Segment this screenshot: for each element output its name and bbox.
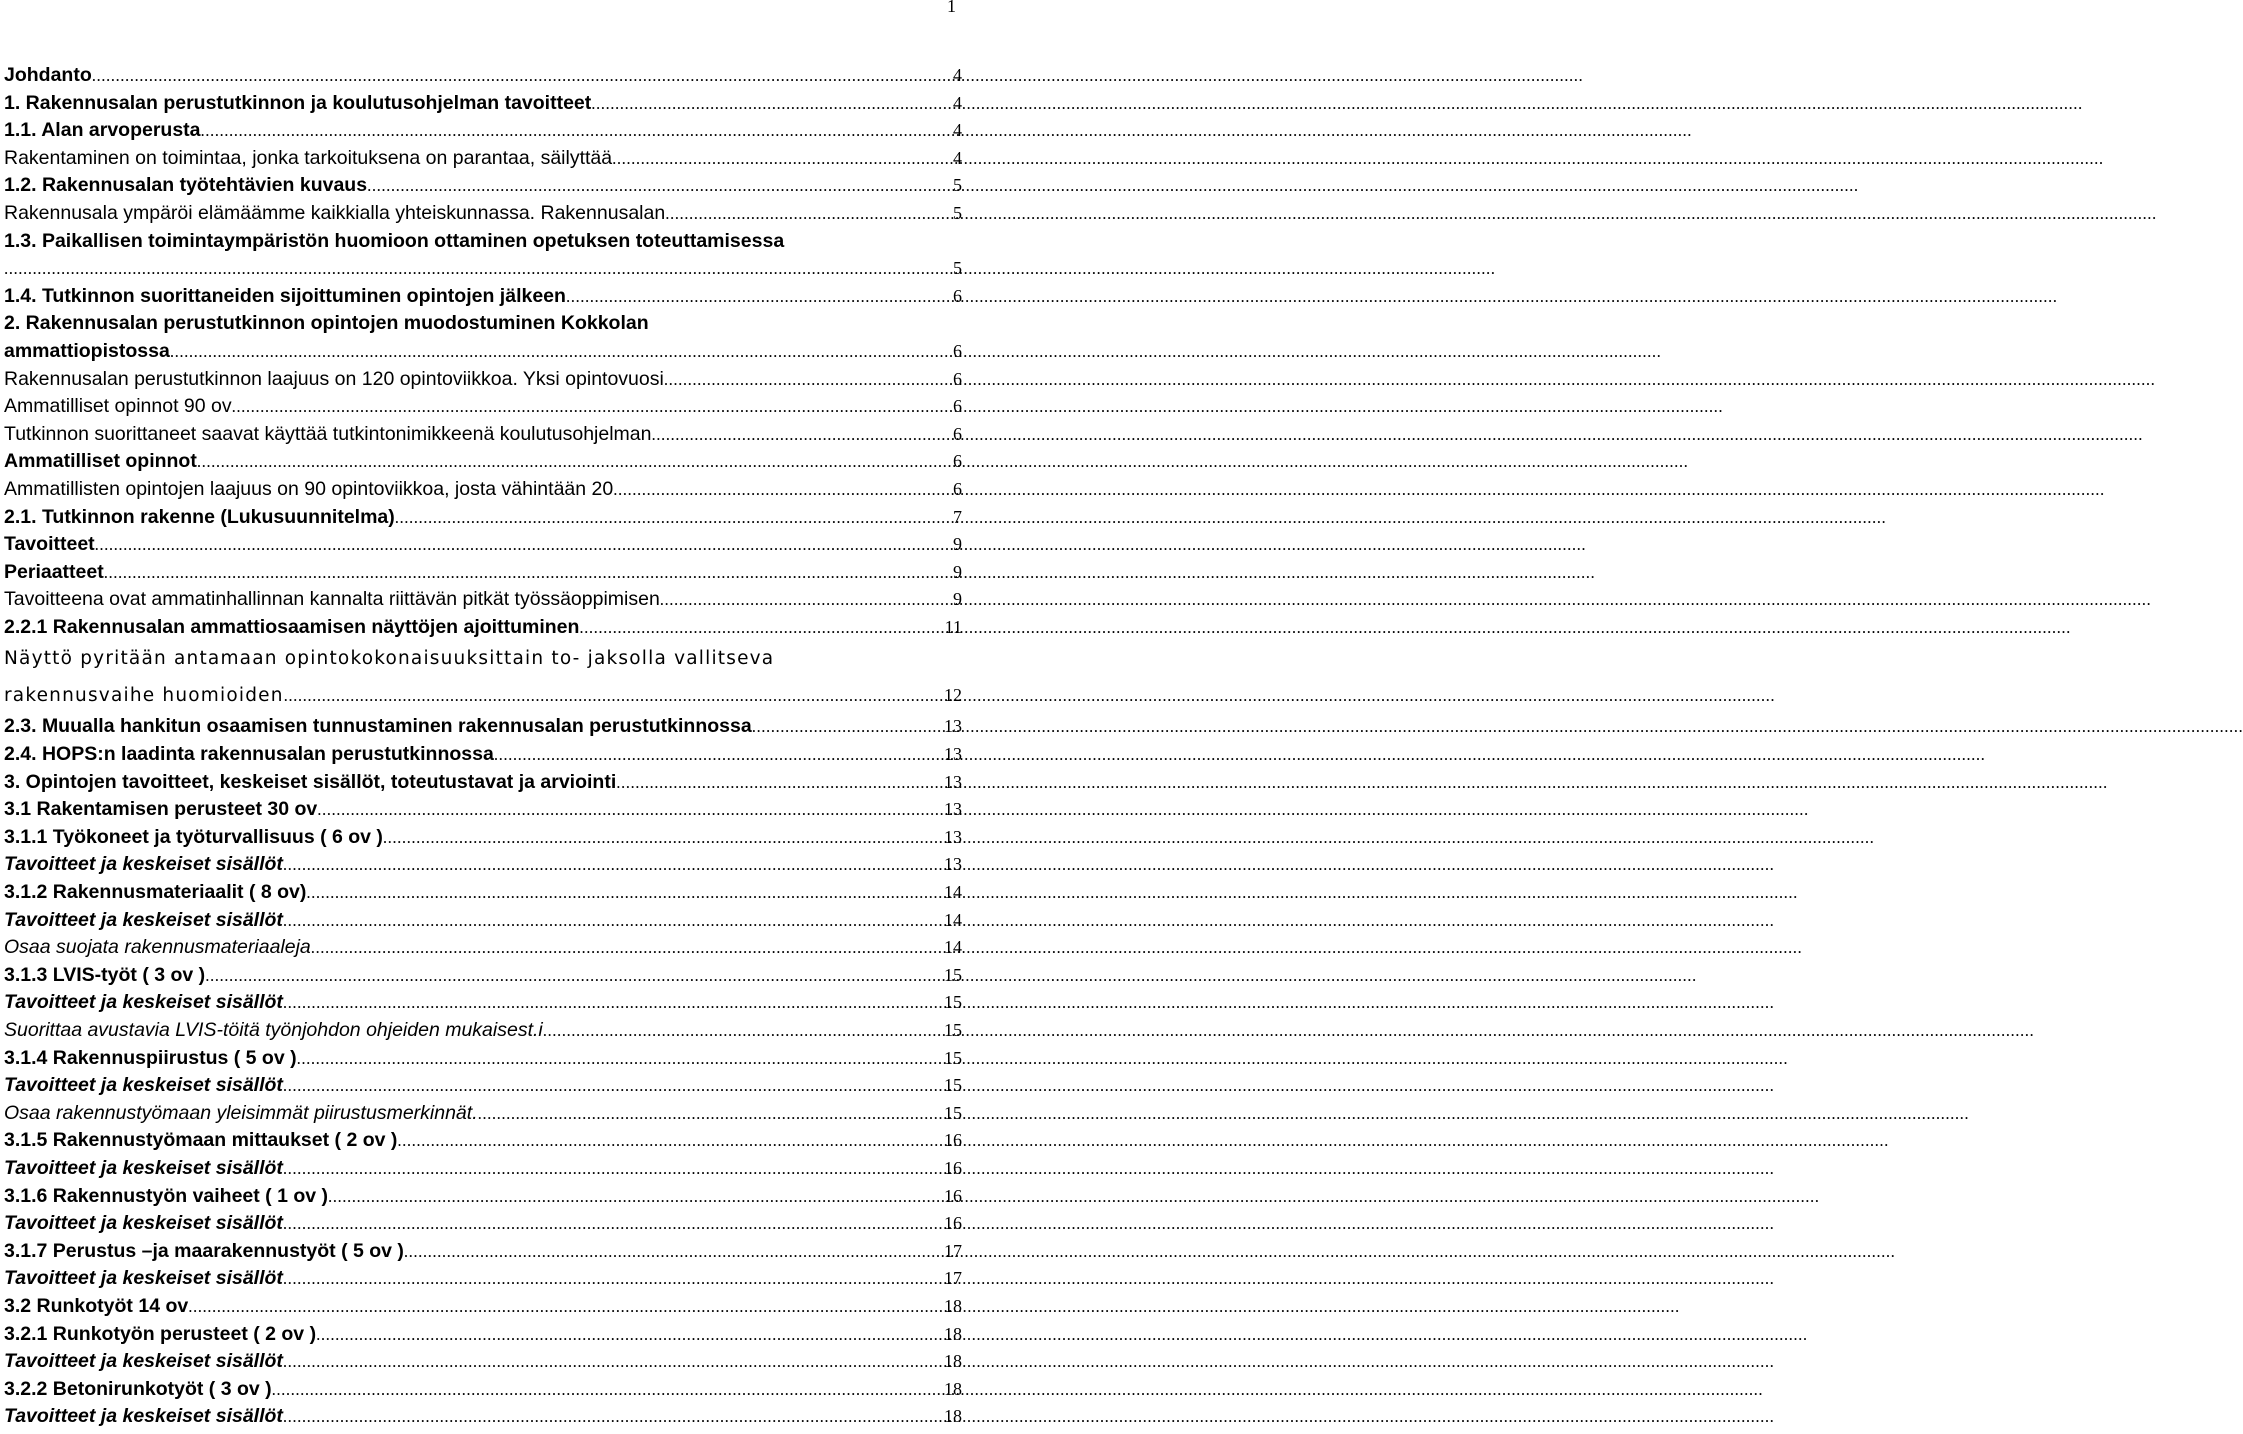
toc-entry[interactable] — [4, 1210, 962, 1238]
toc-entry-page: 5 — [953, 258, 962, 279]
toc-entry-title: 1. Rakennusalan perustutkinnon ja koulutusohjelman tavoitteet — [4, 91, 592, 114]
toc-entry[interactable] — [4, 713, 962, 741]
toc-dot-leader — [4, 255, 951, 283]
toc-dot-leader — [579, 614, 942, 642]
toc-entry-title: Johdanto — [4, 64, 92, 86]
toc-entry-title: 3.1 Rakentamisen perusteet 30 ov — [4, 798, 318, 821]
toc-entry-title: Tavoitteet ja keskeiset sisällöt — [4, 1212, 283, 1235]
toc-entry-page: 6 — [953, 396, 962, 417]
toc-dot-leader — [397, 1127, 942, 1155]
toc-entry-title: Tavoitteet ja keskeiset sisällöt — [4, 1074, 283, 1097]
toc-entry-title: ammattiopistossa — [4, 339, 170, 362]
toc-entry-title: 1.1. Alan arvoperusta — [4, 119, 201, 142]
toc-entry-page: 6 — [953, 423, 962, 444]
toc-entry-page: 15 — [944, 1047, 962, 1068]
toc-entry-page: 6 — [953, 340, 962, 361]
toc-dot-leader — [232, 393, 951, 421]
toc-dot-leader — [201, 117, 951, 145]
toc-entry-page: 6 — [953, 451, 962, 472]
toc-dot-leader — [283, 1265, 942, 1293]
toc-entry[interactable] — [4, 366, 962, 394]
toc-entry-page: 13 — [944, 826, 962, 847]
toc-entry[interactable] — [4, 1127, 962, 1155]
toc-entry-title: Tavoitteet ja keskeiset sisällöt — [4, 1350, 283, 1373]
toc-entry[interactable] — [4, 1376, 962, 1404]
toc-entry-title: 3. Opintojen tavoitteet, keskeiset sisällöt, toteutustavat ja arviointi — [4, 770, 617, 793]
toc-entry-page: 5 — [953, 175, 962, 196]
toc-dot-leader — [95, 531, 951, 559]
toc-entry-page: 9 — [953, 589, 962, 610]
toc-entry[interactable] — [4, 255, 962, 283]
toc-entry-page: 7 — [953, 506, 962, 527]
toc-entry[interactable] — [4, 741, 962, 769]
toc-dot-leader — [652, 421, 952, 449]
toc-entry-page: 4 — [953, 65, 962, 85]
toc-entry-page: 15 — [944, 1020, 962, 1040]
toc-entry[interactable] — [4, 1265, 962, 1293]
toc-entry-page: 9 — [953, 561, 962, 582]
toc-entry-title: Tavoitteet ja keskeiset sisällöt — [4, 908, 283, 931]
toc-dot-leader — [494, 741, 942, 769]
toc-dot-leader — [283, 1210, 942, 1238]
toc-entry[interactable] — [4, 907, 962, 935]
toc-entry-title: Ammatillisten opintojen laajuus on 90 opintoviikkoa, josta vähintään 20 — [4, 477, 614, 500]
toc-entry[interactable] — [4, 796, 962, 824]
toc-dot-leader — [297, 1045, 942, 1073]
toc-entry-title: 3.1.4 Rakennuspiirustus ( 5 ov ) — [4, 1046, 297, 1069]
toc-entry-page: 15 — [944, 1102, 962, 1123]
toc-entry-page: 12 — [944, 685, 962, 706]
toc-dot-leader — [613, 476, 951, 504]
table-of-contents — [4, 62, 962, 1431]
toc-dot-leader — [566, 283, 951, 311]
toc-entry[interactable] — [4, 879, 962, 907]
toc-dot-leader — [284, 678, 942, 714]
toc-entry-page: 9 — [953, 534, 962, 555]
toc-entry[interactable] — [4, 90, 962, 118]
toc-entry[interactable] — [4, 283, 962, 311]
toc-entry[interactable] — [4, 504, 962, 532]
toc-entry-title: 3.2 Runkotyöt 14 ov — [4, 1294, 189, 1317]
toc-entry-title: 1.4. Tutkinnon suorittaneiden sijoittuminen opintojen jälkeen — [4, 284, 566, 307]
toc-entry-title: 1.2. Rakennusalan työtehtävien kuvaus — [4, 174, 368, 197]
toc-entry-page: 18 — [944, 1295, 962, 1316]
toc-dot-leader — [317, 796, 942, 824]
toc-dot-leader — [616, 769, 942, 797]
toc-entry-page: 4 — [953, 120, 962, 141]
toc-entry-page: 17 — [944, 1268, 962, 1289]
toc-dot-leader — [311, 934, 942, 962]
toc-dot-leader — [205, 962, 942, 990]
toc-entry-title: 3.1.7 Perustus –ja maarakennustyöt ( 5 ov ) — [4, 1239, 404, 1262]
toc-entry-title: 3.1.1 Työkoneet ja työturvallisuus ( 6 ov ) — [4, 825, 383, 848]
toc-entry[interactable] — [4, 851, 962, 879]
toc-dot-leader — [170, 338, 951, 366]
toc-entry-page: 14 — [944, 937, 962, 958]
toc-entry[interactable] — [4, 962, 962, 990]
toc-entry-title: Rakentaminen on toimintaa, jonka tarkoituksena on parantaa, säilyttää — [4, 146, 613, 169]
toc-entry-title: Periaatteet — [4, 560, 104, 583]
toc-entry-page: 11 — [944, 616, 962, 637]
toc-entry[interactable] — [4, 934, 962, 962]
toc-entry-title: Rakennusalan perustutkinnon laajuus on 120 opintoviikkoa. Yksi opintovuosi — [4, 367, 664, 390]
toc-dot-leader — [272, 1376, 942, 1404]
toc-entry-page: 5 — [953, 202, 962, 223]
toc-entry-title: Tavoitteet ja keskeiset sisällöt — [4, 853, 283, 876]
toc-dot-leader — [283, 1072, 942, 1100]
document-page — [0, 0, 960, 1434]
toc-entry[interactable] — [4, 989, 962, 1017]
toc-dot-leader — [664, 366, 951, 394]
toc-entry-page: 18 — [944, 1406, 962, 1427]
toc-dot-leader — [591, 90, 951, 118]
toc-entry[interactable] — [4, 62, 962, 90]
toc-entry-title: 1.3. Paikallisen toimintaympäristön huomioon ottaminen opetuksen toteuttamisessa — [4, 229, 785, 252]
toc-entry-title: Näyttö pyritään antamaan opintokokonaisuuksittain to- jaksolla vallitseva — [4, 648, 775, 670]
toc-entry-page: 6 — [953, 368, 962, 389]
toc-entry-page: 4 — [953, 92, 962, 113]
toc-entry-title: Ammatilliset opinnot 90 ov — [4, 395, 232, 418]
toc-entry-title: 3.2.2 Betonirunkotyöt ( 3 ov ) — [4, 1377, 272, 1400]
toc-entry-page: 15 — [944, 992, 962, 1013]
toc-entry-title: 2.1. Tutkinnon rakenne (Lukusuunnitelma) — [4, 505, 395, 528]
toc-entry-page: 16 — [944, 1213, 962, 1234]
toc-entry-page: 16 — [944, 1130, 962, 1151]
toc-entry-page: 6 — [953, 285, 962, 306]
toc-entry[interactable] — [4, 393, 962, 421]
toc-entry-title: Tavoitteet ja keskeiset sisällöt — [4, 1267, 283, 1290]
toc-entry-title: 3.1.3 LVIS-työt ( 3 ov ) — [4, 963, 206, 986]
toc-entry[interactable] — [4, 1348, 962, 1376]
toc-entry[interactable] — [4, 1293, 962, 1321]
toc-dot-leader — [283, 907, 942, 935]
toc-entry[interactable] — [4, 1017, 962, 1045]
toc-entry-page: 17 — [944, 1240, 962, 1261]
toc-dot-leader — [316, 1321, 942, 1349]
toc-entry[interactable] — [4, 769, 962, 797]
toc-entry-page: 4 — [953, 147, 962, 168]
toc-dot-leader — [478, 1100, 942, 1128]
toc-entry[interactable] — [4, 228, 962, 256]
toc-dot-leader — [283, 1155, 942, 1183]
toc-entry-page: 13 — [944, 854, 962, 875]
toc-entry-title: 3.1.5 Rakennustyömaan mittaukset ( 2 ov ) — [4, 1129, 398, 1152]
toc-entry-page: 18 — [944, 1323, 962, 1344]
toc-entry-title: Rakennusala ympäröi elämäämme kaikkialla yhteiskunnassa. Rakennusalan — [4, 201, 666, 224]
toc-entry[interactable] — [4, 200, 962, 228]
toc-entry-page: 13 — [944, 744, 962, 765]
toc-entry-title: Tutkinnon suorittaneet saavat käyttää tutkintonimikkeenä koulutusohjelman — [4, 422, 652, 445]
toc-dot-leader — [395, 504, 951, 532]
toc-entry-page: 13 — [944, 799, 962, 820]
toc-entry-page: 16 — [944, 1185, 962, 1206]
toc-entry-title: 3.1.6 Rakennustyön vaiheet ( 1 ov ) — [4, 1184, 329, 1207]
toc-entry-title: 2.3. Muualla hankitun osaamisen tunnustaminen rakennusalan perustutkinnossa — [4, 715, 752, 738]
toc-entry-title: Osaa rakennustyömaan yleisimmät piirustusmerkinnät. — [4, 1101, 478, 1124]
toc-entry-title: Osaa suojata rakennusmateriaaleja — [4, 936, 311, 959]
toc-dot-leader — [283, 1348, 942, 1376]
toc-entry-title: Tavoitteet ja keskeiset sisällöt — [4, 1405, 283, 1428]
toc-entry[interactable] — [4, 586, 962, 614]
toc-entry[interactable] — [4, 310, 962, 338]
toc-entry-title: rakennusvaihe huomioiden — [4, 685, 284, 707]
toc-entry[interactable] — [4, 559, 962, 587]
toc-dot-leader — [104, 559, 951, 587]
page-number: 1 — [947, 0, 956, 16]
toc-dot-leader — [543, 1017, 942, 1045]
toc-entry-page: 16 — [944, 1157, 962, 1178]
toc-dot-leader — [188, 1293, 942, 1321]
toc-dot-leader — [92, 62, 951, 90]
toc-entry[interactable] — [4, 145, 962, 173]
toc-entry[interactable] — [4, 117, 962, 145]
toc-entry[interactable] — [4, 1183, 962, 1211]
toc-entry-title: Tavoitteet — [4, 533, 95, 556]
toc-entry-title: Ammatilliset opinnot — [4, 450, 197, 473]
toc-entry[interactable] — [4, 338, 962, 366]
toc-entry-title: 2.2.1 Rakennusalan ammattiosaamisen näyttöjen ajoittuminen — [4, 615, 580, 638]
toc-dot-leader — [283, 989, 942, 1017]
toc-entry[interactable] — [4, 824, 962, 852]
toc-dot-leader — [665, 200, 951, 228]
toc-dot-leader — [612, 145, 951, 173]
toc-entry-page: 18 — [944, 1351, 962, 1372]
toc-dot-leader — [283, 1403, 942, 1431]
toc-entry[interactable] — [4, 1045, 962, 1073]
toc-entry[interactable] — [4, 1238, 962, 1266]
toc-entry-page: 15 — [944, 964, 962, 985]
toc-entry[interactable] — [4, 448, 962, 476]
toc-entry-title: Suorittaa avustavia LVIS-töitä työnjohdon ohjeiden mukaisest.i — [4, 1019, 543, 1041]
toc-dot-leader — [306, 879, 942, 907]
toc-entry[interactable] — [4, 677, 962, 713]
toc-entry[interactable] — [4, 476, 962, 504]
toc-entry-title: 2. Rakennusalan perustutkinnon opintojen muodostuminen Kokkolan — [4, 312, 649, 335]
toc-entry-title: Tavoitteena ovat ammatinhallinnan kannalta riittävän pitkät työssäoppimisen — [4, 588, 660, 611]
toc-entry[interactable] — [4, 531, 962, 559]
toc-entry[interactable] — [4, 1100, 962, 1128]
toc-entry-title: Tavoitteet ja keskeiset sisällöt — [4, 1156, 283, 1179]
toc-entry-title: 3.2.1 Runkotyön perusteet ( 2 ov ) — [4, 1322, 317, 1345]
toc-entry[interactable] — [4, 1321, 962, 1349]
toc-dot-leader — [383, 824, 942, 852]
toc-entry-page: 13 — [944, 771, 962, 792]
toc-entry-page: 14 — [944, 909, 962, 930]
toc-entry[interactable] — [4, 1072, 962, 1100]
toc-entry[interactable] — [4, 1403, 962, 1431]
toc-dot-leader — [660, 586, 951, 614]
toc-dot-leader — [328, 1183, 942, 1211]
toc-entry-title: Tavoitteet ja keskeiset sisällöt — [4, 991, 283, 1014]
toc-entry[interactable] — [4, 614, 962, 642]
toc-dot-leader — [367, 172, 951, 200]
toc-dot-leader — [197, 448, 951, 476]
toc-entry[interactable] — [4, 421, 962, 449]
toc-dot-leader — [283, 851, 942, 879]
toc-entry-page: 18 — [944, 1378, 962, 1399]
toc-entry-page: 14 — [944, 882, 962, 903]
toc-entry-title: 2.4. HOPS:n laadinta rakennusalan perustutkinnossa — [4, 743, 494, 766]
toc-dot-leader — [752, 713, 942, 741]
toc-entry[interactable] — [4, 1155, 962, 1183]
toc-entry-page: 15 — [944, 1075, 962, 1096]
toc-entry[interactable] — [4, 172, 962, 200]
toc-entry-title: 3.1.2 Rakennusmateriaalit ( 8 ov) — [4, 881, 307, 904]
toc-entry-page: 13 — [944, 716, 962, 737]
toc-entry-page: 6 — [953, 478, 962, 499]
toc-entry[interactable] — [4, 641, 962, 677]
toc-dot-leader — [404, 1238, 942, 1266]
